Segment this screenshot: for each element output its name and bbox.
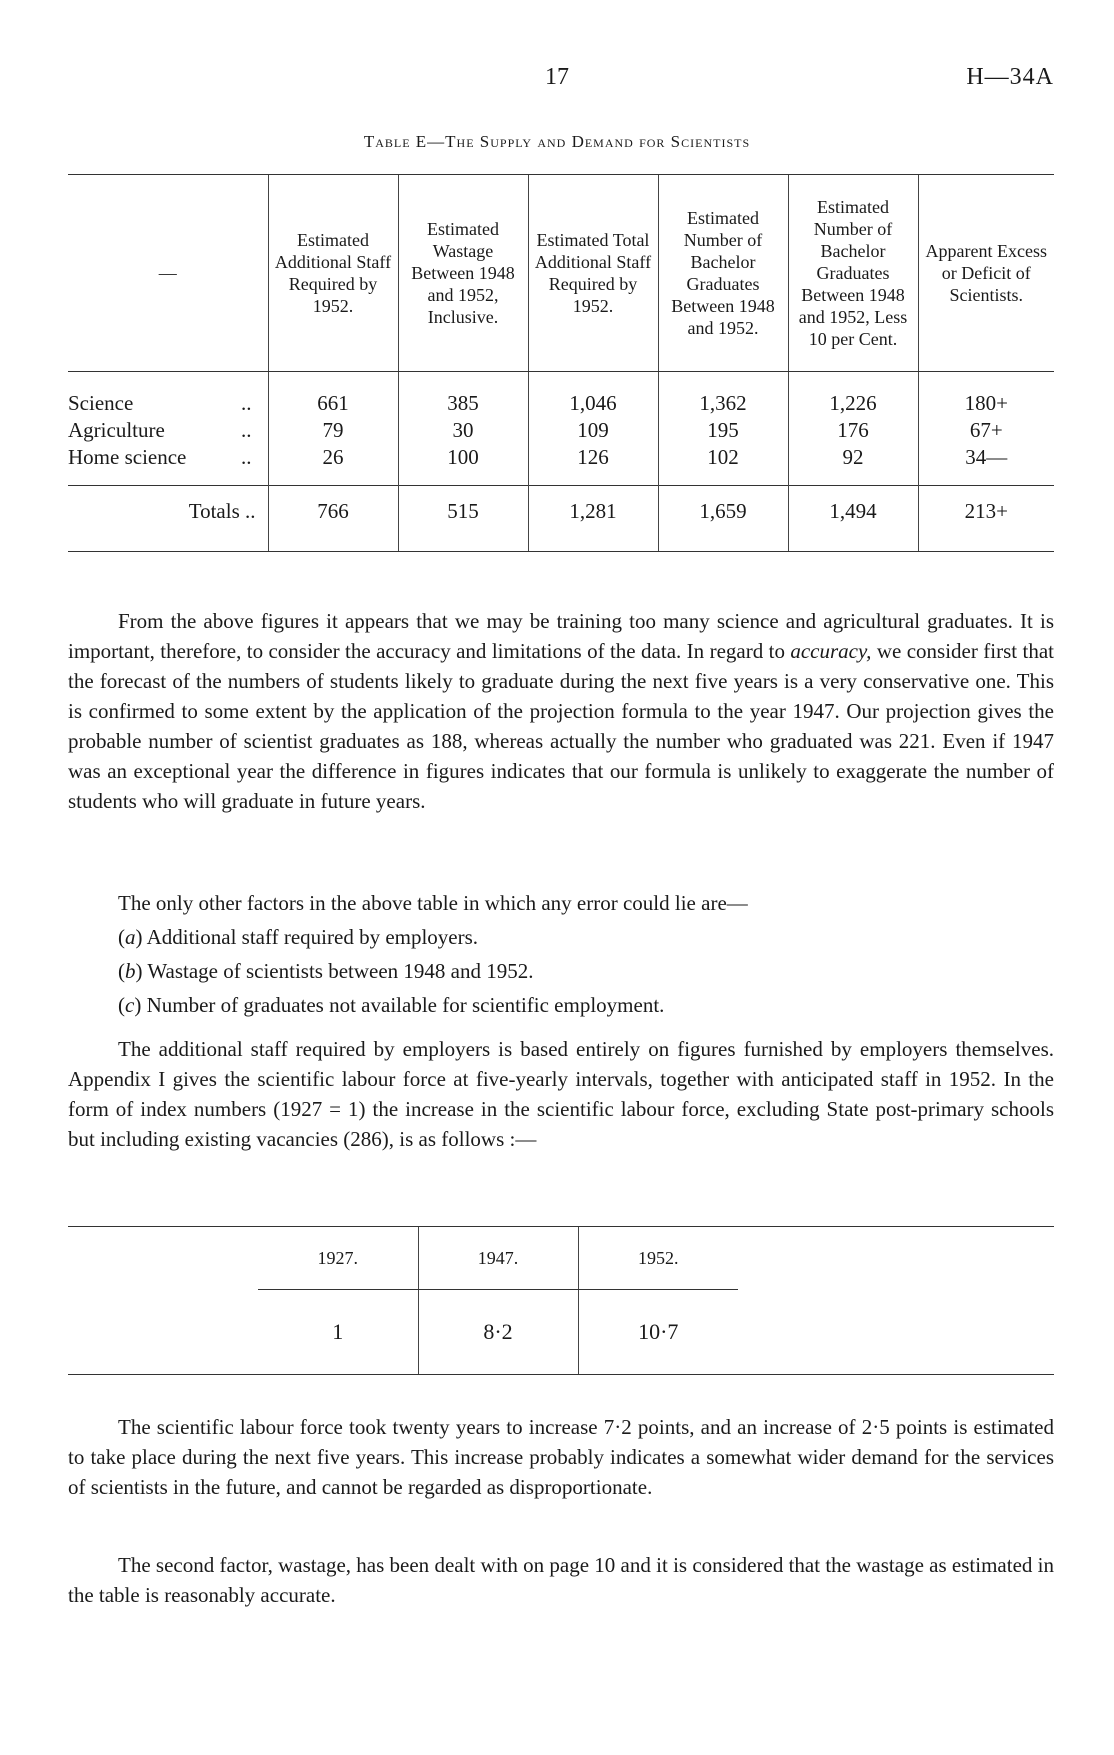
paragraph-span: From the above figures it appears that we may be training too many science and agricultural graduates. It is important, therefore, to consider the accuracy and limitations of the data. In regard to: [68, 609, 1054, 663]
leader-dots: ..: [241, 418, 252, 442]
paragraph-text: The additional staff required by employers is based entirely on figures furnished by employers themselves. Appendix I gives the scientific labour force at five-yearly intervals, together with anticipated staff in 1952. In the form of index numbers (1927 = 1) the increase in the scientific labour force, excluding State post-primary schools but including existing vacancies (286), is as follows :—: [68, 1037, 1054, 1151]
index-header-row: [68, 1227, 1054, 1290]
table-title: Table E—The Supply and Demand for Scientists: [363, 132, 751, 151]
paragraph-additional-staff: [68, 1034, 1054, 1154]
table-cell: 1,659: [658, 486, 788, 552]
paragraph-labour-force: [68, 1412, 1054, 1502]
table-row: [68, 417, 1054, 444]
year-header: 1947.: [418, 1227, 578, 1290]
column-header: Estimated Wastage Between 1948 and 1952, Inclusive.: [398, 175, 528, 372]
paragraph-wastage: [68, 1550, 1054, 1610]
year-header: 1952.: [578, 1227, 738, 1290]
index-value-row: [68, 1290, 1054, 1375]
row-label: [68, 372, 268, 418]
table-cell: 1,362: [658, 372, 788, 418]
factor-list: [118, 920, 1054, 1022]
leader-dots: ..: [245, 499, 256, 523]
table-row: [68, 444, 1054, 486]
table-cell: 1,046: [528, 372, 658, 418]
table-cell: 195: [658, 417, 788, 444]
list-item: (c) Number of graduates not available for scientific employment.: [118, 993, 665, 1017]
list-item-letter: a: [125, 925, 136, 949]
totals-row: [68, 486, 1054, 552]
table-cell: 67+: [918, 417, 1054, 444]
row-label-text: Science: [68, 391, 134, 415]
index-numbers-table: [68, 1226, 1054, 1375]
table-cell: 180+: [918, 372, 1054, 418]
row-label: [68, 417, 268, 444]
list-item-letter: c: [125, 993, 135, 1017]
paragraph-text: The only other factors in the above table in which any error could lie are—: [118, 891, 748, 915]
column-header: Estimated Number of Bachelor Graduates Between 1948 and 1952, Less 10 per Cent.: [788, 175, 918, 372]
paragraph-text: The second factor, wastage, has been dealt with on page 10 and it is considered that the wastage as estimated in the table is reasonably accurate.: [68, 1553, 1054, 1607]
paragraph-text: The scientific labour force took twenty years to increase 7·2 points, and an increase of 2·5 points is estimated to take place during the next five years. This increase probably indicates a somewhat wider demand for the services of scientists in the future, and cannot be regarded as disproportionate.: [68, 1415, 1054, 1499]
table-header-row: [68, 175, 1054, 372]
table-cell: 30: [398, 417, 528, 444]
list-item-text: Wastage of scientists between 1948 and 1952.: [147, 959, 534, 983]
table-cell: 102: [658, 444, 788, 486]
leader-dots: ..: [241, 445, 252, 469]
row-label: [68, 444, 268, 486]
list-item: (b) Wastage of scientists between 1948 and 1952.: [118, 959, 534, 983]
leader-dots: ..: [241, 391, 252, 415]
column-header: Apparent Excess or Deficit of Scientists.: [918, 175, 1054, 372]
column-header: —: [68, 175, 268, 372]
table-cell: 1,281: [528, 486, 658, 552]
paragraph-accuracy: [68, 606, 1054, 816]
column-header: Estimated Number of Bachelor Graduates Between 1948 and 1952.: [658, 175, 788, 372]
table-cell: 766: [268, 486, 398, 552]
table-cell: 1,226: [788, 372, 918, 418]
totals-label: [68, 486, 268, 552]
list-item-text: Additional staff required by employers.: [146, 925, 479, 949]
index-value: 10·7: [578, 1290, 738, 1375]
table-cell: 109: [528, 417, 658, 444]
table-cell: 176: [788, 417, 918, 444]
table-cell: 515: [398, 486, 528, 552]
totals-label-text: Totals: [188, 499, 240, 523]
year-header: 1927.: [258, 1227, 418, 1290]
document-reference: H—34A: [966, 64, 1054, 90]
table-cell: 100: [398, 444, 528, 486]
supply-demand-table: [68, 174, 1054, 552]
index-value: 1: [258, 1290, 418, 1375]
table-cell: 126: [528, 444, 658, 486]
paragraph-factors-intro: [68, 888, 1054, 918]
table-cell: 385: [398, 372, 528, 418]
table-cell: 92: [788, 444, 918, 486]
row-label-text: Agriculture: [68, 418, 165, 442]
table-cell: 661: [268, 372, 398, 418]
list-item-text: Number of graduates not available for scientific employment.: [146, 993, 665, 1017]
emphasis-accuracy: accuracy,: [790, 639, 872, 663]
column-header: Estimated Additional Staff Required by 1952.: [268, 175, 398, 372]
table-row: [68, 372, 1054, 418]
paragraph-span: we consider first that the forecast of the numbers of students likely to graduate during the next five years is a very conservative one. This is confirmed to some extent by the application of the projection formula to the year 1947. Our projection gives the probable number of scientist graduates as 188, whereas actually the number who graduated was 221. Even if 1947 was an exceptional year the difference in figures indicates that our formula is unlikely to exaggerate the number of students who will graduate in future years.: [68, 639, 1054, 813]
spacer-cell: [738, 1227, 1054, 1290]
spacer-cell: [738, 1290, 1054, 1375]
list-item: (a) Additional staff required by employers.: [118, 925, 479, 949]
list-item-letter: b: [125, 959, 136, 983]
table-cell: 1,494: [788, 486, 918, 552]
spacer-cell: [68, 1290, 258, 1375]
spacer-cell: [68, 1227, 258, 1290]
paragraph-text: [68, 606, 1054, 816]
table-cell: 79: [268, 417, 398, 444]
table-cell: 34—: [918, 444, 1054, 486]
table-cell: 26: [268, 444, 398, 486]
column-header: Estimated Total Additional Staff Required by 1952.: [528, 175, 658, 372]
row-label-text: Home science: [68, 445, 187, 469]
index-value: 8·2: [418, 1290, 578, 1375]
page-number: 17: [545, 64, 569, 90]
table-cell: 213+: [918, 486, 1054, 552]
